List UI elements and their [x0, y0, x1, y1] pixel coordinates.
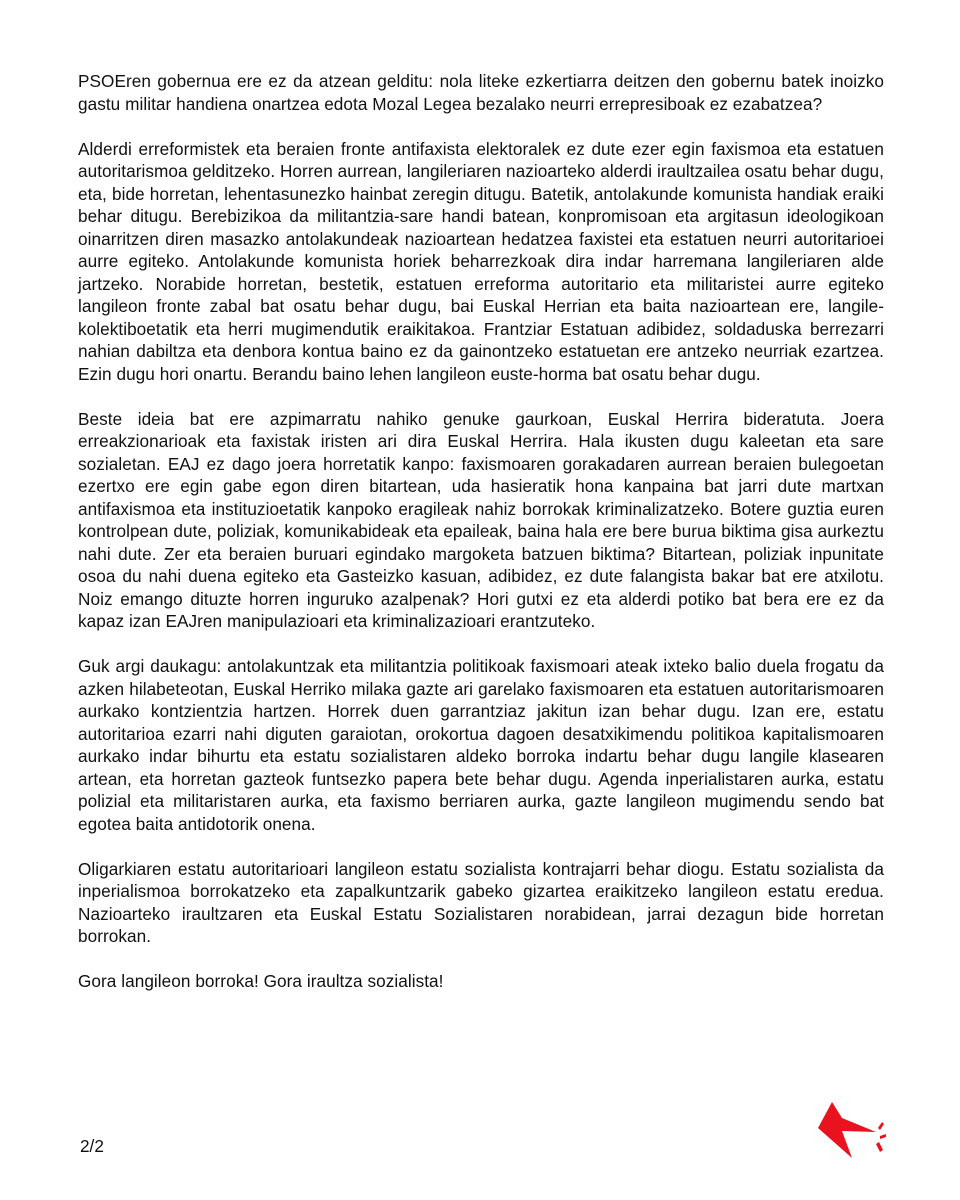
- paragraph-2: Alderdi erreformistek eta beraien fronte antifaxista elektoralek ez dute ezer egin faxismoa eta estatuen autoritarismoa gelditzeko. Horren aurrean, langileriaren nazioarteko alderdi iraultzailea osatu behar dugu, eta, bide horretan, lehentasunezko hainbat zeregin ditugu. Batetik, antolakunde komunista handiak eraiki behar ditugu. Berebizikoa da militantzia-sare handi batean, konpromisoan eta argitasun ideologikoan oinarritzen diren masazko antolakundeak nazioartean hedatzea faxistei eta estatuen neurri autoritarioei aurre egiteko. Antolakunde komunista horiek beharrezkoak dira indar harremana langileriaren alde jartzeko. Norabide horretan, bestetik, estatuen erreforma autoritario eta militaristei aurre egiteko langileon fronte zabal bat osatu behar dugu, bai Euskal Herrian eta baita nazioartean ere, langile-kolektiboetatik eta herri mugimendutik eraikitakoa. Frantziar Estatuan adibidez, soldaduska berrezarri nahian dabiltza eta denbora kontua baino ez da gainontzeko estatuetan ere antzeko neurriak ezartzea. Ezin dugu hori onartu. Berandu baino lehen langileon euste-horma bat osatu behar dugu.: [78, 138, 884, 384]
- logo-accent-mid: [880, 1134, 886, 1139]
- document-body: [78, 70, 884, 1015]
- paragraph-1: PSOEren gobernua ere ez da atzean gelditu: nola liteke ezkertiarra deitzen den gobernu batek inoizko gastu militar handiena onartzea edota Mozal Legea bezalako neurri errepresiboak ez ezabatzea?: [78, 71, 884, 114]
- red-arrow-logo-icon: [812, 1098, 888, 1160]
- logo-accent-bottom: [876, 1142, 883, 1152]
- paragraph-5: Oligarkiaren estatu autoritarioari langileon estatu sozialista kontrajarri behar diogu. Estatu sozialista da inperialismoa borrokatzeko eta zapalkuntzarik gabeko gizartea eraikitzeko langileon estatu eredua. Nazioarteko iraultzaren eta Euskal Estatu Sozialistaren norabidean, jarrai dezagun bide horretan borrokan.: [78, 858, 884, 946]
- paragraph-4: Guk argi daukagu: antolakuntzak eta militantzia politikoak faxismoari ateak ixteko balio duela frogatu da azken hilabeteotan, Euskal Herriko milaka gazte ari garelako faxismoaren eta estatuen autoritarismoaren aurkako kontzientzia hartzen. Horrek duen garrantziaz jakitun izan behar dugu. Izan ere, estatu autoritarioa ezarri nahi diguten garaiotan, orokortua dagoen desatxikimendu politikoa kapitalismoaren aurkako indar bihurtu eta estatu sozialistaren aldeko borroka indartu behar dugu langile klasearen artean, eta horretan gazteok funtsezko papera bete behar dugu. Agenda inperialistaren aurka, estatu polizial eta militaristaren aurka, eta faxismo berriaren aurka, gazte langileon mugimendu sendo bat egotea baita antidotorik onena.: [78, 656, 884, 834]
- closing-slogan: Gora langileon borroka! Gora iraultza sozialista!: [78, 971, 444, 991]
- page-number: 2/2: [80, 1136, 104, 1156]
- logo-accent-top: [878, 1122, 884, 1130]
- paragraph-3: Beste ideia bat ere azpimarratu nahiko genuke gaurkoan, Euskal Herrira bideratuta. Joera erreakzionarioak eta faxistak iristen ari dira Euskal Herrira. Hala ikusten dugu kaleetan eta sare sozialetan. EAJ ez dago joera horretatik kanpo: faxismoaren gorakadaren aurrean beraien bulegoetan ezertxo ere egin gabe egon diren bitartean, uda hasieratik hona kanpaina bat jarri dute martxan antifaxismoa eta instituzioetatik kanpoko eragileak nahiz borrokak kriminalizatzeko. Botere guztia euren kontrolpean dute, poliziak, komunikabideak eta epaileak, baina hala ere bere burua biktima gisa aurkeztu nahi dute. Zer eta beraien buruari egindako margoketa batzuen biktima? Bitartean, poliziak inpunitate osoa du nahi duena egiteko eta Gasteizko kasuan, adibidez, ez dute falangista bakar bat ere atxilotu. Noiz emango dituzte horren inguruko azalpenak? Hori gutxi ez eta alderdi potiko bat bera ere ez da kapaz izan EAJren manipulazioari eta kriminalizazioari erantzuteko.: [78, 408, 884, 631]
- logo-arrow-main: [818, 1102, 876, 1158]
